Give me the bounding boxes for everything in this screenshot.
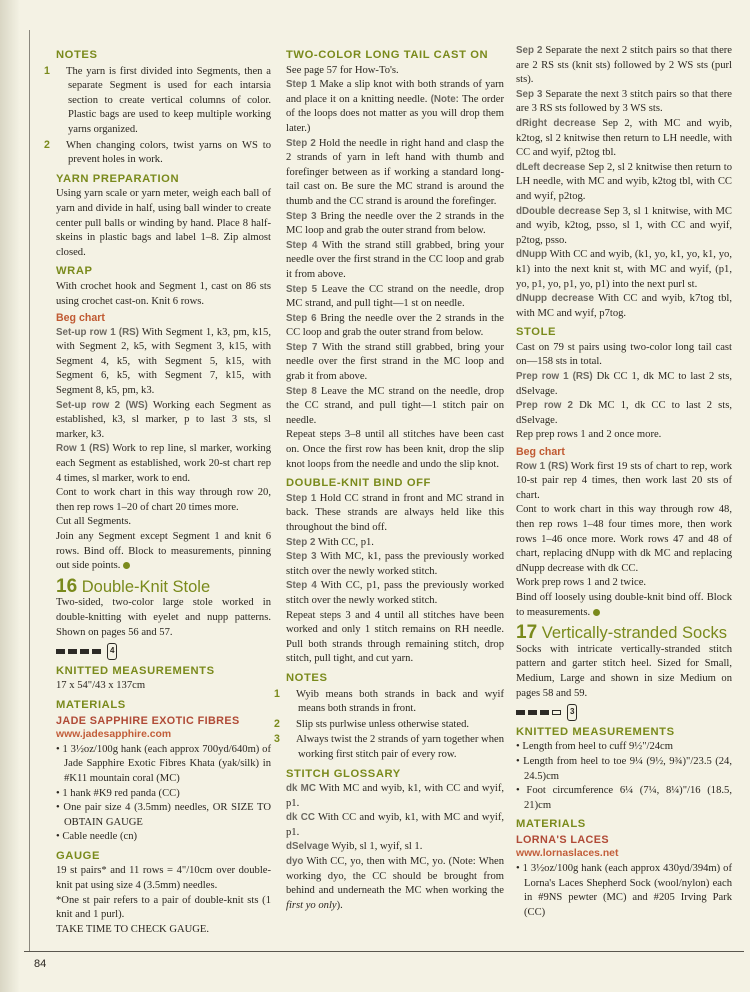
cut-text: Cut all Segments.: [56, 516, 132, 528]
material-item: • One pair size 4 (3.5mm) needles, OR SIZE TO OBTAIN GAUGE: [56, 802, 271, 828]
yarn-prep-text: Using yarn scale or yarn meter, weigh each ball of yarn and divide in half, using ball winder to create center pull balls or winding by hand. Place 8 half-skeins in plastic bags and label 1–8. Zip almost closed.: [56, 188, 271, 258]
bind-step-2: Step 2 With CC, p1.: [286, 536, 374, 548]
cast-step-5: Step 5 Leave the CC strand on the needle, drop MC strand, and pull tight—1 st on needle.: [286, 283, 504, 310]
bind-off-text: Bind off loosely using double-knit bind off. Block to measurements.: [516, 591, 732, 618]
cast-step-2: Step 2 Hold the needle in right hand and clasp the 2 strands of yarn in left hand with thumb and forefinger between as if working a standard long-tail cast on. Be sure the MC strand is around the thumb and the CC strand is around the forefinger.: [286, 137, 504, 207]
skill-bar-icon: [528, 710, 537, 715]
wrap-text: With crochet hook and Segment 1, cast on 86 sts using crochet cast-on. Knit 6 rows.: [56, 280, 271, 307]
note-2: 2 When changing colors, twist yarns on WS to prevent holes in work.: [44, 138, 271, 166]
socks-materials-heading: MATERIALS: [516, 818, 586, 831]
beg-chart-subheading: Beg chart: [56, 312, 105, 325]
glossary-dright-decrease: dRight decrease Sep 2, with MC and wyib, k2tog, sl 2 knitwise then return to LH needle, with CC and wyif, p2tog tbl.: [516, 117, 732, 159]
note-2: 2 Slip sts purlwise unless otherwise stated.: [274, 717, 470, 730]
cast-repeat: Repeat steps 3–8 until all stitches have been cast on. Once the first row has been knit, drop the slip knot loops from the needle and undo the slip knot.: [286, 429, 504, 470]
footer-rule: [24, 951, 744, 952]
note-1: 1 Wyib means both strands in back and wyif means both strands in front.: [274, 687, 504, 715]
measurements-text: 17 x 54"/43 x 137cm: [56, 680, 146, 692]
bind-step-3: Step 3 With MC, k1, pass the previously worked stitch over the newly worked stitch.: [286, 551, 504, 577]
measurement-item: • Length from heel to cuff 9½"/24cm: [516, 741, 673, 753]
cast-step-3: Step 3 Bring the needle over the 2 strands in the MC loop and grab the outer strand from below.: [286, 210, 505, 237]
skill-bar-icon: [68, 649, 77, 654]
continue-text: Cont to work chart in this way through row 20, then rep rows 1–20 of chart 20 times more.: [56, 487, 271, 513]
chart-row-1: Row 1 (RS) Work first 19 sts of chart to rep, work 10-st pair rep 4 times, then work last 20 sts of chart.: [516, 460, 732, 501]
setup-row-2: Set-up row 2 (WS) Working each Segment as established, k3, sl marker, p to last 3 sts, sl marker, k3.: [56, 399, 271, 440]
notes-heading: NOTES: [56, 49, 98, 61]
stole-title: 16 Double-Knit Stole: [56, 575, 211, 597]
glossary-heading: STITCH GLOSSARY: [286, 767, 401, 780]
bind-off-heading: DOUBLE-KNIT BIND OFF: [286, 477, 431, 490]
bind-repeat: Repeat steps 3 and 4 until all stitches have been worked and only 1 stitch remains on RH needle. Pull both strands through remaining stitch, drop stitch, pull tight, and cut yarn.: [286, 609, 504, 665]
stole-description: Two-sided, two-color large stole worked in double-knitting with eyelet and nupp patterns. Shown on pages 56 and 57.: [56, 597, 271, 638]
row-1: Row 1 (RS) Work to rep line, sl marker, working each Segment as established, work 20-st chart rep 4 times, sl marker, work to end.: [56, 443, 271, 484]
stole-heading: STOLE: [516, 326, 557, 339]
skill-bar-icon: [56, 649, 65, 654]
measurement-item: • Length from heel to toe 9¼ (9½, 9¾)"/23.5 (24, 24.5)cm: [516, 755, 732, 782]
material-item: • 1 hank #K9 red panda (CC): [56, 787, 180, 799]
cast-step-1: Step 1 Make a slip knot with both strands of yarn and place it on a knitting needle. (Note: The order of the loops does not matter as you will drop them later.): [286, 79, 504, 134]
glossary-dk-mc: dk MC With MC and wyib, k1, with CC and wyif, p1.: [286, 783, 504, 809]
skill-bar-icon: [516, 710, 525, 715]
socks-brand-url: www.lornaslaces.net: [516, 848, 619, 860]
socks-yarn-brand: LORNA'S LACES: [516, 833, 609, 846]
column-3: [516, 44, 732, 920]
skill-bar-icon: [80, 649, 89, 654]
glossary-dnupp: dNupp With CC and wyib, (k1, yo, k1, yo, k1, yo, k1) into the next knit st, with MC and wyif, (p1, yo, p1, yo, p1, yo, p1) into the next purl st.: [516, 249, 732, 290]
gauge-heading: GAUGE: [56, 849, 101, 862]
glossary-dyo: dyo With CC, yo, then with MC, yo. (Note: When working dyo, the CC should be brought from behind and underneath the MC when working the first yo only).: [286, 856, 504, 911]
skill-bar-icon: [540, 710, 549, 715]
prep-row-2: Prep row 2 Dk MC 1, dk CC to last 2 sts, dSelvage.: [516, 400, 732, 426]
gauge-check: TAKE TIME TO CHECK GAUGE.: [56, 923, 210, 935]
page-number: 84: [34, 958, 47, 970]
note-1: 1 The yarn is first divided into Segments, then a separate Segment is used for each intarsia section to create vertical columns of color. Plastic bags are used to keep multiple working yarns organized.: [44, 64, 271, 135]
measurements-heading: KNITTED MEASUREMENTS: [56, 664, 215, 677]
rep-prep: Rep prep rows 1 and 2 once more.: [516, 429, 662, 441]
cast-step-7: Step 7 With the strand still grabbed, bring your needle over the first strand in the MC loop and grab it from above.: [286, 341, 504, 383]
cast-on-see: See page 57 for How-To's.: [286, 64, 399, 76]
socks-description: Socks with intricate vertically-stranded stitch pattern and garter stitch heel. Sized for Small, Medium, Large and shown in size Medium on pages 58 and 59.: [516, 643, 732, 699]
glossary-dleft-decrease: dLeft decrease Sep 2, sl 2 knitwise then return to LH needle, with MC and wyib, k2tog tbl, with CC and wyif, p2tog.: [516, 161, 733, 202]
materials-heading: MATERIALS: [56, 698, 126, 711]
glossary-sep-3: Sep 3 Separate the next 3 stitch pairs so that there are 3 RS sts followed by 3 WS sts.: [516, 88, 732, 115]
stole-cast-on: Cast on 79 st pairs using two-color long tail cast on—158 sts in total.: [516, 341, 732, 368]
end-dot-icon: [123, 562, 130, 569]
skill-badge-icon: 3: [567, 704, 577, 721]
yarn-prep-heading: YARN PREPARATION: [56, 172, 180, 185]
material-item: • 1 3½oz/100g hank (each approx 430yd/394m) of Lorna's Laces Shepherd Sock (wool/nylon) each in #9NS pewter (MC) and #205 Irving Park (CC): [516, 863, 732, 918]
prep-row-1: Prep row 1 (RS) Dk CC 1, dk MC to last 2 sts, dSelvage.: [516, 371, 732, 397]
socks-title: 17 Vertically-stranded Socks: [516, 622, 727, 644]
gauge-note: *One st pair refers to a pair of double-knit sts (1 knit and 1 purl).: [56, 894, 271, 921]
glossary-dnupp-decrease: dNupp decrease With CC and wyib, k7tog tbl, with MC and wyif, p7tog.: [516, 293, 732, 319]
setup-row-1: Set-up row 1 (RS) With Segment 1, k3, pm, k15, with Segment 2, k5, with Segment 3, k15, with Segment 4, k5, with Segment 5, k15, with Segment 6, k5, with Segment 7, k15, with Segment 8, k5, pm, k3.: [56, 326, 271, 397]
note-3: 3 Always twist the 2 strands of yarn together when working first stitch pair of every row.: [274, 733, 504, 760]
beg-chart-subheading-2: Beg chart: [516, 446, 565, 459]
socks-measurements-heading: KNITTED MEASUREMENTS: [516, 725, 675, 738]
cast-step-6: Step 6 Bring the needle over the 2 strands in the CC loop and grab the outer strand from below.: [286, 312, 505, 339]
glossary-dk-cc: dk CC With CC and wyib, k1, with MC and wyif, p1.: [286, 812, 504, 838]
cast-step-8: Step 8 Leave the MC strand on the needle, drop the CC strand, and pull tight—1 stitch pair on needle.: [286, 385, 504, 426]
bind-step-1: Step 1 Hold CC strand in front and MC strand in back. These strands are always held like this throughout the bind off.: [286, 492, 504, 533]
skill-badge-icon: 4: [107, 643, 117, 660]
skill-bar-empty-icon: [552, 710, 561, 715]
join-text: Join any Segment except Segment 1 and knit 6 rows. Bind off. Block to measurements, pinning out side points.: [56, 531, 271, 572]
page-binding-edge: [0, 0, 20, 992]
gutter-rule: [29, 30, 30, 951]
column-2: [274, 44, 505, 913]
material-item: • Cable needle (cn): [56, 831, 138, 843]
skill-level-indicator: [56, 643, 271, 660]
work-prep: Work prep rows 1 and 2 twice.: [516, 577, 647, 589]
cast-on-heading: TWO-COLOR LONG TAIL CAST ON: [286, 49, 489, 61]
skill-level-indicator: [516, 704, 732, 721]
brand-url: www.jadesapphire.com: [56, 729, 172, 741]
gauge-text: 19 st pairs* and 11 rows = 4"/10cm over double-knit pat using size 4 (3.5mm) needles.: [56, 865, 271, 892]
measurement-item: • Foot circumference 6¼ (7¼, 8¼)"/16 (18.5, 21)cm: [516, 785, 732, 811]
end-dot-icon: [593, 609, 600, 616]
chart-continue: Cont to work chart in this way through row 48, then rep rows 1–48 four times more, then work rows 1–46 once more. Work rows 47 and 48 of chart, replacing dNupp with dk MC and replacing dNupp decrease with dk CC.: [516, 504, 732, 574]
glossary-sep-2: Sep 2 Separate the next 2 stitch pairs so that there are 2 RS sts (knit sts) followed by 2 WS sts (purl sts).: [516, 45, 732, 86]
bind-step-4: Step 4 With CC, p1, pass the previously worked stitch over the newly worked stitch.: [286, 580, 504, 606]
yarn-brand: JADE SAPPHIRE EXOTIC FIBRES: [56, 714, 240, 727]
glossary-dselvage: dSelvage Wyib, sl 1, wyif, sl 1.: [286, 841, 423, 853]
notes-heading-2: NOTES: [286, 671, 328, 684]
wrap-heading: WRAP: [56, 265, 93, 278]
column-1: [44, 44, 271, 937]
skill-bar-icon: [92, 649, 101, 654]
material-item: • 1 3½oz/100g hank (each approx 700yd/640m) of Jade Sapphire Exotic Fibres Khata (yak/silk) in #K11 mountain coral (MC): [56, 743, 271, 784]
glossary-ddouble-decrease: dDouble decrease Sep 3, sl 1 knitwise, with MC and wyib, k2tog, psso, sl 1, with CC and wyif, p2tog, psso.: [516, 205, 732, 246]
cast-step-4: Step 4 With the strand still grabbed, bring your needle over the first strand in the CC loop and grab it from above.: [286, 239, 504, 280]
